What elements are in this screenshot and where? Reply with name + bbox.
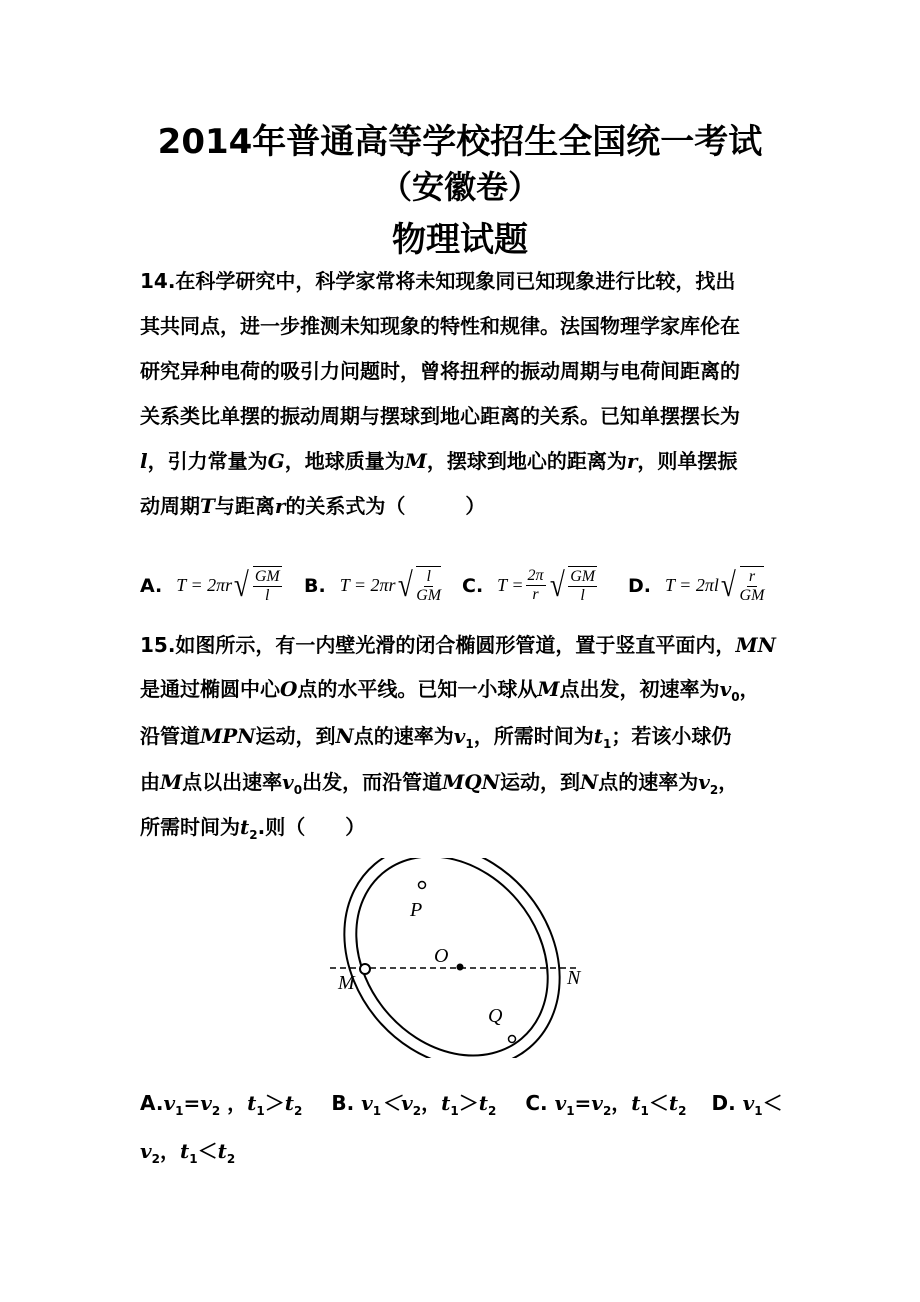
var-v: v <box>282 770 294 794</box>
denominator: l <box>265 587 270 604</box>
sqrt <box>719 566 767 605</box>
q14-line-3: 研究异种电荷的吸引力问题时，曾将扭秤的振动周期与电荷间距离的 <box>140 359 740 383</box>
var: v <box>140 1139 152 1163</box>
var-MN: MN <box>735 633 776 657</box>
var-r: r <box>626 449 638 473</box>
formula-lhs: T = <box>497 575 524 595</box>
q14-option-a <box>140 566 284 605</box>
numerator: 2π <box>527 567 544 584</box>
text: ＜ <box>762 1091 783 1115</box>
q15-options-line-2 <box>140 1136 790 1174</box>
text: 运动，到 <box>499 770 580 794</box>
var-MPN: MPN <box>200 724 256 748</box>
subscript: 1 <box>372 1104 382 1118</box>
subscript: 0 <box>293 783 303 797</box>
q14-option-d <box>628 566 766 605</box>
text: ， <box>611 1091 632 1115</box>
text: ， <box>421 1091 442 1115</box>
text: 运动，到 <box>255 724 336 748</box>
text: ， <box>739 677 760 701</box>
subscript: 2 <box>709 783 719 797</box>
fraction <box>740 566 765 605</box>
subscript: 1 <box>566 1104 575 1118</box>
subscript: 1 <box>754 1104 763 1118</box>
text: ， <box>159 1139 180 1163</box>
point-P-marker <box>419 882 426 889</box>
point-Q-marker <box>509 1036 516 1043</box>
formula-c <box>497 566 599 605</box>
text: 是通过椭圆中心 <box>140 677 280 701</box>
formula-b <box>340 566 443 605</box>
option-label: A. <box>140 1091 164 1115</box>
option-b <box>331 1091 497 1118</box>
q15-line-2 <box>140 674 790 712</box>
text: 点的速率为 <box>598 770 699 794</box>
var: t <box>179 1139 190 1163</box>
denominator: GM <box>416 587 442 604</box>
var: t <box>247 1091 257 1115</box>
text: ＜ <box>648 1091 669 1115</box>
var-v: v <box>698 770 710 794</box>
fraction-2pi-r <box>526 567 546 604</box>
text: 点的速率为 <box>353 724 454 748</box>
text: ，所需时间为 <box>473 724 594 748</box>
text: ，则单摆振 <box>637 449 738 473</box>
text: ＞ <box>264 1091 285 1115</box>
option-d <box>711 1091 783 1118</box>
label-P: P <box>410 899 423 921</box>
subscript: 1 <box>450 1104 459 1118</box>
radical-sign: √ <box>397 566 413 604</box>
var-M: M <box>160 770 183 794</box>
denominator: GM <box>739 587 765 604</box>
text: ， <box>220 1091 248 1115</box>
q15-line-1 <box>140 630 790 660</box>
q14-line-5 <box>140 446 790 476</box>
var-M: M <box>537 677 560 701</box>
subscript: 2 <box>412 1104 422 1118</box>
var: v <box>163 1091 176 1115</box>
text: .则（ ） <box>257 815 366 839</box>
var-v: v <box>719 677 732 701</box>
q14-line-1: 14.在科学研究中，科学家常将未知现象同已知现象进行比较，找出 <box>140 269 736 293</box>
var-t: t <box>240 815 250 839</box>
numerator: GM <box>254 568 280 585</box>
var-O: O <box>280 677 298 701</box>
sqrt <box>548 566 600 605</box>
var-r: r <box>274 494 286 518</box>
text: 与距离 <box>214 494 275 518</box>
text: ＜ <box>197 1139 218 1163</box>
subscript: 2 <box>249 828 258 842</box>
exam-title: 2014年普通高等学校招生全国统一考试 <box>157 122 763 162</box>
subscript: 1 <box>189 1152 198 1166</box>
q14-option-b <box>304 566 443 605</box>
subscript: 2 <box>211 1104 221 1118</box>
var: v <box>742 1091 755 1115</box>
option-a <box>140 1091 303 1118</box>
option-label: D. <box>711 1091 736 1115</box>
subscript: 1 <box>602 737 612 751</box>
option-label: C. <box>525 1091 548 1115</box>
text: 的关系式为（ ） <box>285 494 486 518</box>
formula-lhs: T = 2πl <box>665 575 719 595</box>
text: 出发，而沿管道 <box>302 770 443 794</box>
text: ，摆球到地心的距离为 <box>426 449 627 473</box>
ball-at-M <box>360 964 370 974</box>
q15-line-4 <box>140 767 790 805</box>
text: 动周期 <box>140 494 200 518</box>
subscript: 1 <box>640 1104 649 1118</box>
var-N: N <box>579 770 599 794</box>
text: 15.如图所示，有一内壁光滑的闭合椭圆形管道，置于竖直平面内， <box>140 633 736 657</box>
subject-title: 物理试题 <box>392 220 528 260</box>
tube-outer-wall <box>326 858 590 1058</box>
subscript: 2 <box>678 1104 687 1118</box>
var: =v <box>183 1091 212 1115</box>
text: ，引力常量为 <box>147 449 268 473</box>
exam-subtitle: （安徽卷） <box>379 168 540 206</box>
option-label: B. <box>331 1091 355 1115</box>
subscript: 0 <box>731 690 740 704</box>
var-MQN: MQN <box>442 770 500 794</box>
label-Q: Q <box>488 1005 503 1027</box>
label-O: O <box>434 945 449 967</box>
denominator: r <box>532 586 539 603</box>
option-label: A. <box>140 574 163 597</box>
var: t <box>478 1091 488 1115</box>
formula-lhs: T = 2πr <box>339 575 396 595</box>
radical-sign: √ <box>720 566 736 604</box>
fraction <box>416 566 441 605</box>
text: 点的水平线。已知一小球从 <box>297 677 538 701</box>
ellipse-tube-figure <box>326 858 590 1058</box>
var-t: t <box>593 724 603 748</box>
tube-inner-wall <box>326 858 587 1058</box>
option-c <box>525 1091 687 1118</box>
q14-line-2: 其共同点，进一步推测未知现象的特性和规律。法国物理学家库伦在 <box>140 314 740 338</box>
option-label: C. <box>462 574 484 597</box>
var-G: G <box>267 449 285 473</box>
q14-option-c <box>462 566 599 605</box>
formula-lhs: T = 2πr <box>176 575 233 595</box>
formula-a <box>176 566 283 605</box>
var: t <box>441 1091 451 1115</box>
var-M: M <box>404 449 427 473</box>
var: v <box>361 1091 373 1115</box>
var-l: l <box>140 449 148 473</box>
var: =v <box>574 1091 603 1115</box>
text: ， <box>718 770 739 794</box>
text: 由 <box>140 770 160 794</box>
fraction <box>253 566 282 605</box>
radical-sign: √ <box>234 566 249 604</box>
numerator: r <box>748 568 756 585</box>
radical-sign: √ <box>549 566 565 604</box>
q14-line-6 <box>140 491 790 521</box>
var: t <box>217 1139 227 1163</box>
numerator: l <box>426 568 431 585</box>
numerator: GM <box>570 568 596 585</box>
subscript: 1 <box>256 1104 265 1118</box>
sqrt <box>396 566 444 605</box>
text: 所需时间为 <box>140 815 240 839</box>
subscript: 1 <box>465 737 474 751</box>
center-point-O <box>457 964 464 971</box>
q15-options-line-1 <box>140 1088 800 1126</box>
text: 点出发，初速率为 <box>559 677 720 701</box>
q14-line-4: 关系类比单摆的振动周期与摆球到地心距离的关系。已知单摆摆长为 <box>140 404 740 428</box>
option-label: B. <box>304 574 326 597</box>
label-N: N <box>567 967 581 989</box>
subscript: 1 <box>175 1104 184 1118</box>
text: 点以出速率 <box>182 770 283 794</box>
fraction <box>568 566 597 605</box>
var: v <box>554 1091 567 1115</box>
subscript: 2 <box>226 1152 236 1166</box>
var: ＜v <box>381 1091 413 1115</box>
denominator: l <box>580 587 585 604</box>
var-v: v <box>453 724 466 748</box>
formula-d <box>665 566 766 605</box>
label-M: M <box>338 972 355 994</box>
text: ＞ <box>458 1091 479 1115</box>
var: t <box>668 1091 679 1115</box>
var-N: N <box>335 724 354 748</box>
var-T: T <box>200 494 215 518</box>
option-label: D. <box>628 574 651 597</box>
var: t <box>284 1091 295 1115</box>
subscript: 2 <box>487 1104 497 1118</box>
text: ，地球质量为 <box>284 449 405 473</box>
subscript: 2 <box>602 1104 612 1118</box>
sqrt <box>232 566 284 605</box>
text: ；若该小球仍 <box>611 724 732 748</box>
q15-line-3 <box>140 721 790 759</box>
subscript: 2 <box>294 1104 303 1118</box>
var: t <box>631 1091 641 1115</box>
q15-line-5 <box>140 812 790 850</box>
subscript: 2 <box>151 1152 160 1166</box>
text: 沿管道 <box>140 724 200 748</box>
